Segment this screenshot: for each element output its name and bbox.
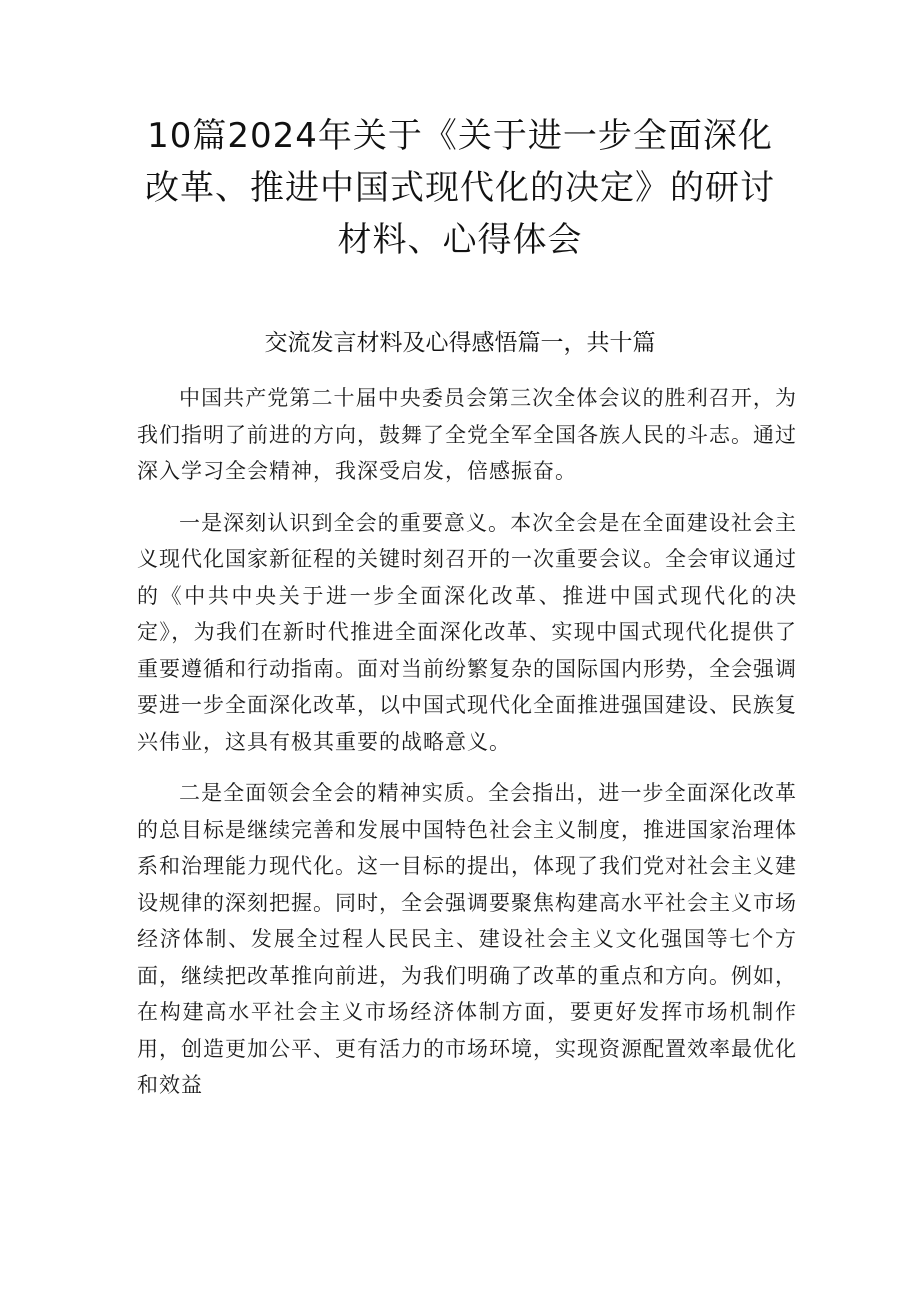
paragraph-intro: 中国共产党第二十届中央委员会第三次全体会议的胜利召开，为我们指明了前进的方向，鼓舞了全党全军全国各族人民的斗志。通过深入学习全会精神，我深受启发，倍感振奋。 — [137, 386, 797, 483]
paragraph-point-two: 二是全面领会全会的精神实质。全会指出，进一步全面深化改革的总目标是继续完善和发展中国特色社会主义制度，推进国家治理体系和治理能力现代化。这一目标的提出，体现了我们党对社会主义建设规律的深刻把握。同时，全会强调要聚焦构建高水平社会主义市场经济体制、发展全过程人民民主、建设社会主义文化强国等七个方面，继续把改革推向前进，为我们明确了改革的重点和方向。例如，在构建高水平社会主义市场经济体制方面，要更好发挥市场机制作用，创造更加公平、更有活力的市场环境，实现资源配置效率最优化和效益 — [137, 781, 797, 1097]
document-body — [137, 380, 797, 1119]
paragraph-point-one: 一是深刻认识到全会的重要意义。本次全会是在全面建设社会主义现代化国家新征程的关键时刻召开的一次重要会议。全会审议通过的《中共中央关于进一步全面深化改革、推进中国式现代化的决定》，为我们在新时代推进全面深化改革、实现中国式现代化提供了重要遵循和行动指南。面对当前纷繁复杂的国际国内形势，全会强调要进一步全面深化改革，以中国式现代化全面推进强国建设、民族复兴伟业，这具有极其重要的战略意义。 — [137, 510, 797, 754]
section-heading: 交流发言材料及心得感悟篇一，共十篇 — [264, 330, 656, 356]
document-title: 10篇2024年关于《关于进一步全面深化改革、推进中国式现代化的决定》的研讨材料、心得体会 — [145, 116, 775, 260]
